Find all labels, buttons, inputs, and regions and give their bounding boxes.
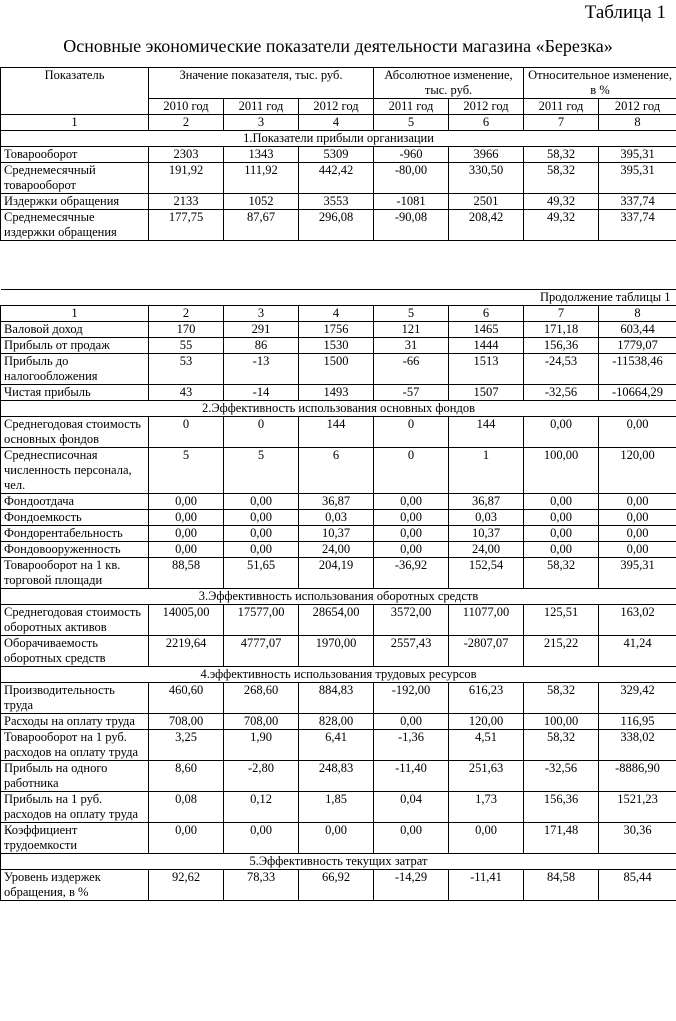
table-row	[1, 163, 676, 194]
header-year: 2012 год	[449, 99, 524, 115]
value-cell: 0,00	[224, 494, 299, 510]
table-row	[1, 417, 676, 448]
value-cell: 10,37	[449, 526, 524, 542]
column-number: 2	[149, 306, 224, 322]
header-indicator: Показатель	[1, 68, 149, 115]
value-cell: 0,00	[224, 510, 299, 526]
value-cell: 3966	[449, 147, 524, 163]
value-cell: 0,00	[149, 823, 224, 854]
value-cell: 329,42	[599, 683, 676, 714]
header-year: 2011 год	[524, 99, 599, 115]
section-title: 1.Показатели прибыли организации	[1, 131, 676, 147]
value-cell: 53	[149, 354, 224, 385]
section-title: 4.эффективность использования трудовых ресурсов	[1, 667, 676, 683]
value-cell: -192,00	[374, 683, 449, 714]
value-cell: -11,40	[374, 761, 449, 792]
value-cell: 1,85	[299, 792, 374, 823]
value-cell: 58,32	[524, 147, 599, 163]
table-row	[1, 510, 676, 526]
value-cell: -14,29	[374, 870, 449, 901]
column-number: 5	[374, 306, 449, 322]
header-year: 2011 год	[224, 99, 299, 115]
value-cell: 120,00	[449, 714, 524, 730]
section-header-row	[1, 667, 676, 683]
value-cell: 1,90	[224, 730, 299, 761]
value-cell: 251,63	[449, 761, 524, 792]
value-cell: 0	[224, 417, 299, 448]
value-cell: 92,62	[149, 870, 224, 901]
value-cell: 0,00	[149, 510, 224, 526]
value-cell: 1970,00	[299, 636, 374, 667]
value-cell: 5309	[299, 147, 374, 163]
indicator-name: Фондорентабельность	[1, 526, 149, 542]
value-cell: 8,60	[149, 761, 224, 792]
value-cell: -1,36	[374, 730, 449, 761]
column-number: 2	[149, 115, 224, 131]
value-cell: 0,03	[299, 510, 374, 526]
indicator-name: Товарооборот на 1 кв. торговой площади	[1, 558, 149, 589]
value-cell: 0,00	[299, 823, 374, 854]
indicator-name: Валовой доход	[1, 322, 149, 338]
value-cell: 1493	[299, 385, 374, 401]
table-row	[1, 636, 676, 667]
value-cell: 0,00	[149, 542, 224, 558]
value-cell: 708,00	[224, 714, 299, 730]
indicator-name: Среднемесячный товарооборот	[1, 163, 149, 194]
value-cell: 442,42	[299, 163, 374, 194]
indicator-name: Расходы на оплату труда	[1, 714, 149, 730]
document-title: Основные экономические показатели деятельности магазина «Березка»	[63, 36, 613, 56]
table-row	[1, 354, 676, 385]
value-cell: -14	[224, 385, 299, 401]
value-cell: 0,00	[374, 494, 449, 510]
header-value: Значение показателя, тыс. руб.	[149, 68, 374, 99]
column-number: 8	[599, 306, 676, 322]
value-cell: 1513	[449, 354, 524, 385]
indicator-name: Фондоотдача	[1, 494, 149, 510]
indicator-name: Товарооборот	[1, 147, 149, 163]
value-cell: 2133	[149, 194, 224, 210]
indicator-name: Фондоемкость	[1, 510, 149, 526]
value-cell: 86	[224, 338, 299, 354]
table-row	[1, 683, 676, 714]
value-cell: -32,56	[524, 761, 599, 792]
table-row	[1, 542, 676, 558]
value-cell: 1465	[449, 322, 524, 338]
value-cell: -80,00	[374, 163, 449, 194]
table-row	[1, 605, 676, 636]
value-cell: -13	[224, 354, 299, 385]
value-cell: 171,18	[524, 322, 599, 338]
value-cell: 296,08	[299, 210, 374, 241]
header-year: 2010 год	[149, 99, 224, 115]
value-cell: 84,58	[524, 870, 599, 901]
value-cell: 1530	[299, 338, 374, 354]
value-cell: 2557,43	[374, 636, 449, 667]
value-cell: 0,00	[149, 494, 224, 510]
value-cell: 616,23	[449, 683, 524, 714]
indicator-name: Коэффициент трудоемкости	[1, 823, 149, 854]
indicator-name: Уровень издержек обращения, в %	[1, 870, 149, 901]
value-cell: -90,08	[374, 210, 449, 241]
section-header-row	[1, 131, 676, 147]
value-cell: 1	[449, 448, 524, 494]
value-cell: 395,31	[599, 558, 676, 589]
value-cell: 1,73	[449, 792, 524, 823]
continuation-label: Продолжение таблицы 1	[1, 290, 676, 306]
indicator-name: Фондовооруженность	[1, 542, 149, 558]
value-cell: 6,41	[299, 730, 374, 761]
value-cell: 0,00	[524, 526, 599, 542]
column-number: 1	[1, 115, 149, 131]
section-header-row	[1, 401, 676, 417]
value-cell: 51,65	[224, 558, 299, 589]
value-cell: -32,56	[524, 385, 599, 401]
column-number: 6	[449, 306, 524, 322]
value-cell: 58,32	[524, 730, 599, 761]
table-row	[1, 558, 676, 589]
value-cell: 338,02	[599, 730, 676, 761]
indicator-name: Среднесписочная численность персонала, чел.	[1, 448, 149, 494]
value-cell: 30,36	[599, 823, 676, 854]
value-cell: -1081	[374, 194, 449, 210]
value-cell: 268,60	[224, 683, 299, 714]
column-number: 6	[449, 115, 524, 131]
value-cell: -2,80	[224, 761, 299, 792]
table-caption: Таблица 1	[584, 2, 666, 23]
table-row	[1, 730, 676, 761]
table-row	[1, 870, 676, 901]
value-cell: 24,00	[449, 542, 524, 558]
value-cell: 28654,00	[299, 605, 374, 636]
value-cell: -66	[374, 354, 449, 385]
value-cell: 0,03	[449, 510, 524, 526]
section-header-row	[1, 589, 676, 605]
value-cell: 3,25	[149, 730, 224, 761]
value-cell: 116,95	[599, 714, 676, 730]
value-cell: 191,92	[149, 163, 224, 194]
table-row	[1, 526, 676, 542]
value-cell: -960	[374, 147, 449, 163]
value-cell: 2303	[149, 147, 224, 163]
value-cell: 330,50	[449, 163, 524, 194]
value-cell: 163,02	[599, 605, 676, 636]
value-cell: 291	[224, 322, 299, 338]
column-number: 5	[374, 115, 449, 131]
value-cell: 0,12	[224, 792, 299, 823]
value-cell: 111,92	[224, 163, 299, 194]
value-cell: 337,74	[599, 210, 676, 241]
value-cell: 337,74	[599, 194, 676, 210]
column-number: 7	[524, 115, 599, 131]
indicator-name: Оборачиваемость оборотных средств	[1, 636, 149, 667]
value-cell: 144	[299, 417, 374, 448]
column-number: 7	[524, 306, 599, 322]
value-cell: 395,31	[599, 147, 676, 163]
value-cell: 215,22	[524, 636, 599, 667]
value-cell: -24,53	[524, 354, 599, 385]
column-number: 4	[299, 306, 374, 322]
value-cell: 1343	[224, 147, 299, 163]
value-cell: 88,58	[149, 558, 224, 589]
column-numbers-row	[1, 115, 676, 131]
section-title: 3.Эффективность использования оборотных средств	[1, 589, 676, 605]
value-cell: 24,00	[299, 542, 374, 558]
table-part-2	[0, 289, 676, 901]
value-cell: 0,00	[524, 510, 599, 526]
value-cell: 0,00	[599, 417, 676, 448]
value-cell: 41,24	[599, 636, 676, 667]
value-cell: 156,36	[524, 338, 599, 354]
value-cell: 248,83	[299, 761, 374, 792]
value-cell: 0,00	[374, 510, 449, 526]
table-row	[1, 494, 676, 510]
column-number: 3	[224, 306, 299, 322]
indicator-name: Среднегодовая стоимость основных фондов	[1, 417, 149, 448]
value-cell: 36,87	[299, 494, 374, 510]
value-cell: 0,00	[524, 417, 599, 448]
value-cell: -11538,46	[599, 354, 676, 385]
column-number: 4	[299, 115, 374, 131]
value-cell: 120,00	[599, 448, 676, 494]
value-cell: 14005,00	[149, 605, 224, 636]
value-cell: 100,00	[524, 714, 599, 730]
indicator-name: Прибыль от продаж	[1, 338, 149, 354]
indicator-name: Прибыль до налогообложения	[1, 354, 149, 385]
header-year: 2011 год	[374, 99, 449, 115]
value-cell: 58,32	[524, 683, 599, 714]
value-cell: 125,51	[524, 605, 599, 636]
value-cell: -11,41	[449, 870, 524, 901]
value-cell: 2501	[449, 194, 524, 210]
indicator-name: Товарооборот на 1 руб. расходов на оплату труда	[1, 730, 149, 761]
value-cell: 0,00	[224, 823, 299, 854]
value-cell: 78,33	[224, 870, 299, 901]
value-cell: 0	[374, 448, 449, 494]
value-cell: 0,00	[524, 542, 599, 558]
value-cell: 0,00	[374, 526, 449, 542]
value-cell: 0,04	[374, 792, 449, 823]
value-cell: 58,32	[524, 558, 599, 589]
value-cell: 10,37	[299, 526, 374, 542]
value-cell: 177,75	[149, 210, 224, 241]
value-cell: 55	[149, 338, 224, 354]
indicator-name: Среднегодовая стоимость оборотных активов	[1, 605, 149, 636]
table-row	[1, 761, 676, 792]
table-row	[1, 194, 676, 210]
value-cell: 6	[299, 448, 374, 494]
value-cell: -8886,90	[599, 761, 676, 792]
table-row	[1, 714, 676, 730]
value-cell: -57	[374, 385, 449, 401]
indicator-name: Производительность труда	[1, 683, 149, 714]
value-cell: 0,00	[599, 542, 676, 558]
value-cell: 49,32	[524, 194, 599, 210]
value-cell: 87,67	[224, 210, 299, 241]
value-cell: 121	[374, 322, 449, 338]
value-cell: 0,00	[599, 526, 676, 542]
value-cell: 31	[374, 338, 449, 354]
value-cell: 3553	[299, 194, 374, 210]
section-header-row	[1, 854, 676, 870]
value-cell: 66,92	[299, 870, 374, 901]
value-cell: 0,00	[224, 542, 299, 558]
column-numbers-row	[1, 306, 676, 322]
value-cell: 0,00	[524, 494, 599, 510]
table-row	[1, 823, 676, 854]
value-cell: 0,00	[599, 510, 676, 526]
value-cell: 395,31	[599, 163, 676, 194]
value-cell: 36,87	[449, 494, 524, 510]
continuation-row	[1, 290, 676, 306]
value-cell: 171,48	[524, 823, 599, 854]
header-abs-change: Абсолютное изменение, тыс. руб.	[374, 68, 524, 99]
value-cell: 1500	[299, 354, 374, 385]
value-cell: 828,00	[299, 714, 374, 730]
value-cell: 100,00	[524, 448, 599, 494]
value-cell: 156,36	[524, 792, 599, 823]
table-row	[1, 448, 676, 494]
value-cell: 1779,07	[599, 338, 676, 354]
value-cell: 0,00	[149, 526, 224, 542]
value-cell: 0	[149, 417, 224, 448]
value-cell: 884,83	[299, 683, 374, 714]
value-cell: 43	[149, 385, 224, 401]
header-rel-change: Относительное изменение, в %	[524, 68, 676, 99]
value-cell: 0,00	[374, 542, 449, 558]
value-cell: 1444	[449, 338, 524, 354]
value-cell: 1507	[449, 385, 524, 401]
value-cell: 0,00	[374, 823, 449, 854]
value-cell: 0,00	[374, 714, 449, 730]
value-cell: 4,51	[449, 730, 524, 761]
value-cell: 0,00	[224, 526, 299, 542]
table-row	[1, 210, 676, 241]
value-cell: 17577,00	[224, 605, 299, 636]
value-cell: -10664,29	[599, 385, 676, 401]
section-title: 5.Эффективность текущих затрат	[1, 854, 676, 870]
indicator-name: Издержки обращения	[1, 194, 149, 210]
value-cell: 0,00	[449, 823, 524, 854]
value-cell: 0,08	[149, 792, 224, 823]
value-cell: 1756	[299, 322, 374, 338]
column-number: 1	[1, 306, 149, 322]
value-cell: 170	[149, 322, 224, 338]
value-cell: 603,44	[599, 322, 676, 338]
table-row	[1, 338, 676, 354]
value-cell: 204,19	[299, 558, 374, 589]
table-part-1	[0, 67, 676, 241]
value-cell: 0	[374, 417, 449, 448]
value-cell: 11077,00	[449, 605, 524, 636]
value-cell: 2219,64	[149, 636, 224, 667]
value-cell: 85,44	[599, 870, 676, 901]
value-cell: 4777,07	[224, 636, 299, 667]
column-number: 3	[224, 115, 299, 131]
value-cell: -36,92	[374, 558, 449, 589]
table-row	[1, 385, 676, 401]
header-year: 2012 год	[599, 99, 676, 115]
value-cell: 460,60	[149, 683, 224, 714]
indicator-name: Среднемесячные издержки обращения	[1, 210, 149, 241]
value-cell: 58,32	[524, 163, 599, 194]
value-cell: 49,32	[524, 210, 599, 241]
indicator-name: Чистая прибыль	[1, 385, 149, 401]
value-cell: 144	[449, 417, 524, 448]
indicator-name: Прибыль на 1 руб. расходов на оплату труда	[1, 792, 149, 823]
value-cell: 5	[149, 448, 224, 494]
section-title: 2.Эффективность использования основных фондов	[1, 401, 676, 417]
table-row	[1, 147, 676, 163]
value-cell: 3572,00	[374, 605, 449, 636]
value-cell: 208,42	[449, 210, 524, 241]
value-cell: 152,54	[449, 558, 524, 589]
table-row	[1, 322, 676, 338]
value-cell: -2807,07	[449, 636, 524, 667]
value-cell: 1052	[224, 194, 299, 210]
value-cell: 708,00	[149, 714, 224, 730]
indicator-name: Прибыль на одного работника	[1, 761, 149, 792]
value-cell: 1521,23	[599, 792, 676, 823]
table-row	[1, 792, 676, 823]
value-cell: 5	[224, 448, 299, 494]
column-number: 8	[599, 115, 676, 131]
header-year: 2012 год	[299, 99, 374, 115]
value-cell: 0,00	[599, 494, 676, 510]
